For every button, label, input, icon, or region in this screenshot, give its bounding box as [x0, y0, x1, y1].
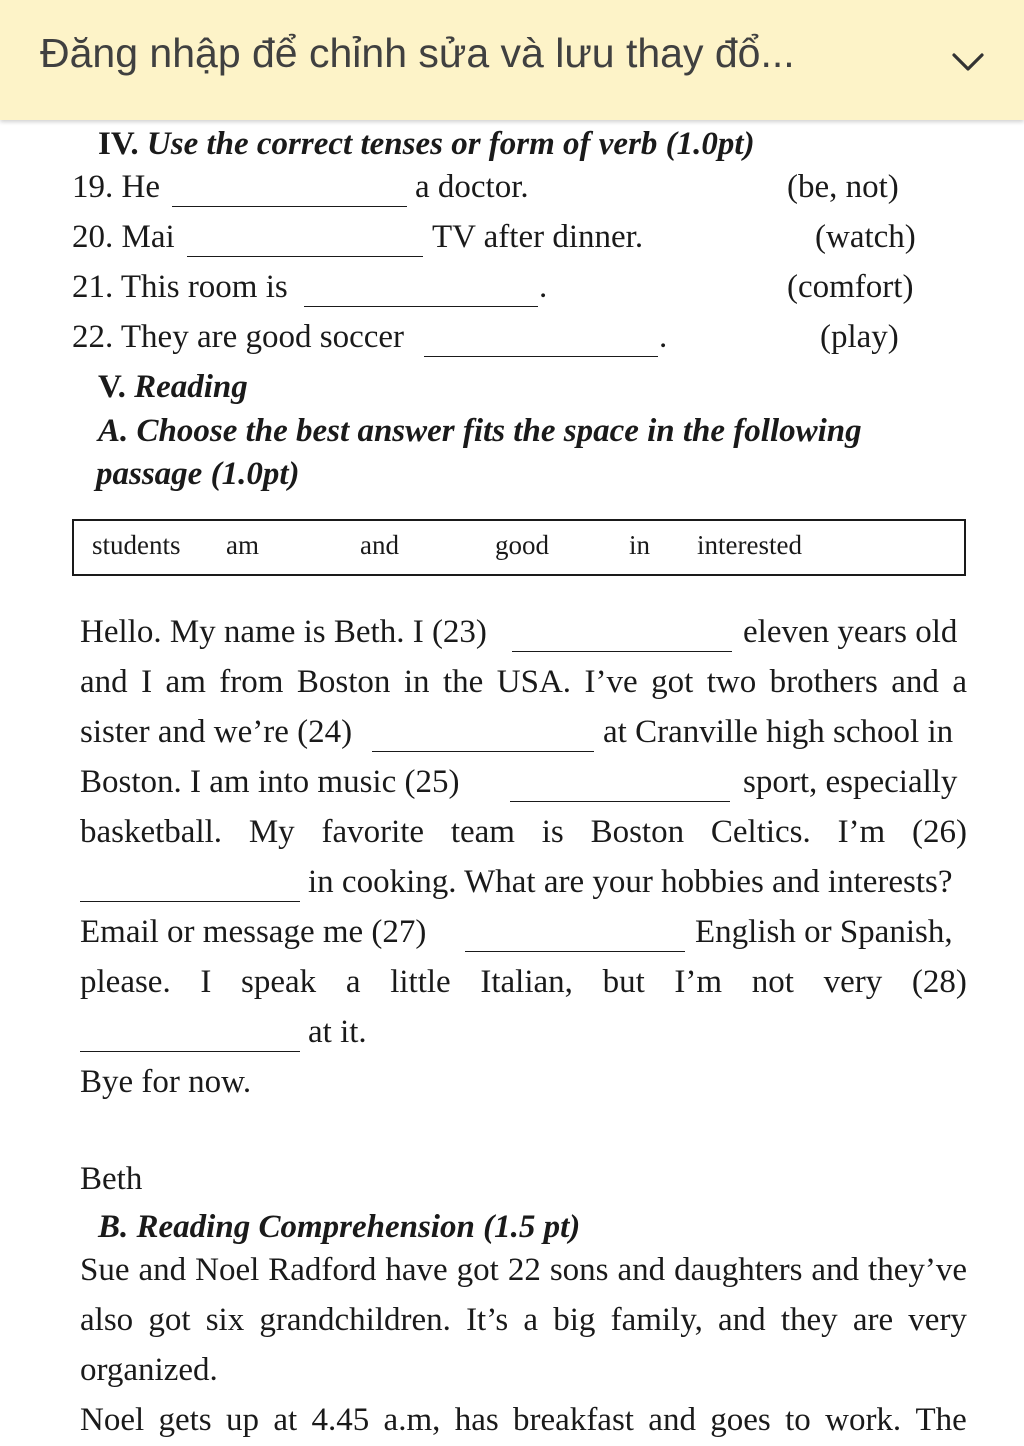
part-a-heading: A. Choose the best answer fits the space in the following — [98, 413, 862, 449]
word-bank-item: interested — [697, 530, 802, 560]
passage-line-8: please. I speak a little Italian, but I’m not very (28) — [80, 964, 967, 1000]
answer-blank — [304, 306, 538, 307]
passage-line: also got six grandchildren. It’s a big family, and they are very — [80, 1302, 967, 1338]
word-bank-item: in — [629, 530, 651, 560]
answer-blank-24 — [372, 751, 594, 752]
answer-blank-26 — [80, 901, 300, 902]
word-bank-item: am — [226, 530, 259, 560]
answer-blank — [187, 256, 423, 257]
passage-line: Sue and Noel Radford have got 22 sons and daughters and they’ve — [80, 1252, 967, 1288]
passage-line: Noel gets up at 4.45 a.m, has breakfast and goes to work. The — [80, 1402, 967, 1438]
answer-blank — [172, 206, 407, 207]
chevron-down-icon[interactable] — [946, 40, 990, 84]
answer-blank-28 — [80, 1051, 300, 1052]
word-bank-item: students — [92, 530, 181, 560]
part-a-heading-cont: passage (1.0pt) — [96, 456, 300, 492]
part-b-heading: B. Reading Comprehension (1.5 pt) — [98, 1209, 581, 1245]
section-v-heading: V. Reading — [98, 369, 248, 405]
word-bank-item: good — [495, 530, 549, 560]
passage-line: organized. — [80, 1352, 218, 1388]
passage-signature: Beth — [80, 1161, 143, 1197]
login-banner-title[interactable]: Đăng nhập để chỉnh sửa và lưu thay đổ... — [40, 30, 795, 76]
passage-line-5: basketball. My favorite team is Boston Celtics. I’m (26) — [80, 814, 967, 850]
answer-blank-27 — [465, 951, 685, 952]
word-bank-item: and — [360, 530, 399, 560]
section-iv-heading: IV. Use the correct tenses or form of verb (1.0pt) — [98, 126, 755, 162]
answer-blank — [424, 356, 658, 357]
answer-blank-25 — [510, 801, 730, 802]
answer-blank-23 — [512, 651, 732, 652]
login-banner[interactable] — [0, 0, 1024, 120]
